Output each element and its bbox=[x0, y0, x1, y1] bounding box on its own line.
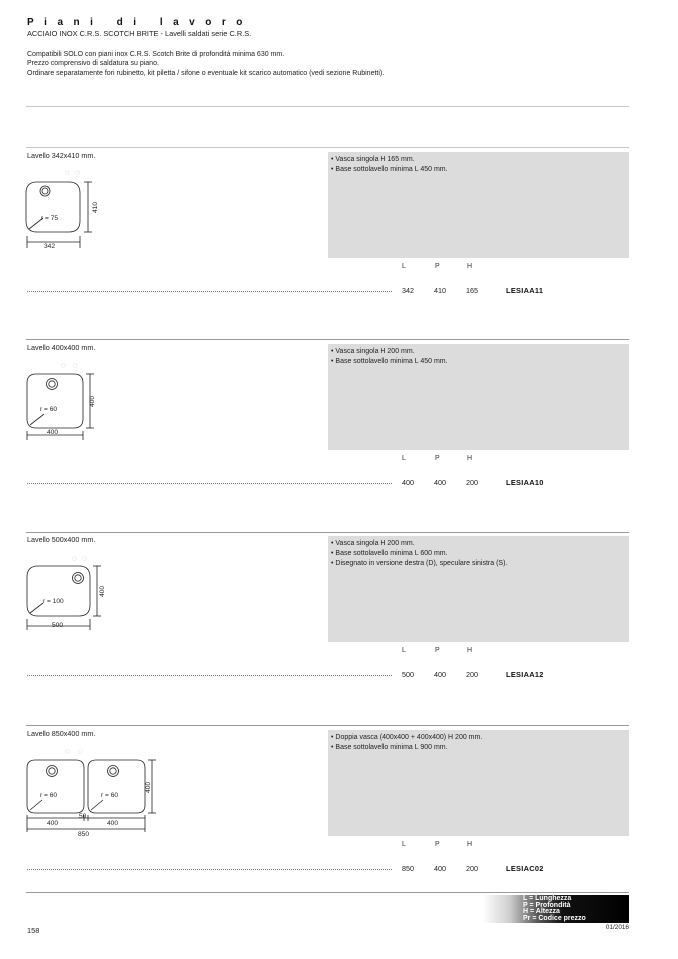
height-dimension: 400 bbox=[99, 585, 106, 597]
legend-item: Pr = Codice prezzo bbox=[523, 914, 586, 922]
gap-dimension: 50 bbox=[79, 813, 87, 820]
height-dimension: 400 bbox=[89, 395, 96, 407]
column-header-p: P bbox=[435, 455, 440, 462]
product-code: LESIAC02 bbox=[506, 864, 544, 873]
footer-divider bbox=[26, 892, 629, 893]
column-header-h: H bbox=[467, 647, 473, 654]
svg-text:◌: ◌ bbox=[65, 747, 70, 756]
dot-leader bbox=[27, 483, 392, 484]
column-header-l: L bbox=[402, 263, 406, 270]
section-title: Lavello 342x410 mm. bbox=[27, 151, 96, 160]
feature-item: • Base sottolavello minima L 600 mm. bbox=[331, 550, 448, 557]
feature-item: • Doppia vasca (400x400 + 400x400) H 200 mm. bbox=[331, 734, 483, 741]
height-dimension: 400 bbox=[145, 781, 152, 793]
width-dimension: 400 bbox=[47, 429, 59, 436]
svg-text:◌: ◌ bbox=[75, 168, 80, 177]
product-code: LESIAA10 bbox=[506, 478, 544, 487]
feature-item: • Base sottolavello minima L 900 mm. bbox=[331, 744, 448, 751]
product-code: LESIAA11 bbox=[506, 286, 544, 295]
value-h: 165 bbox=[466, 286, 478, 295]
features-box bbox=[328, 152, 629, 258]
section-title: Lavello 850x400 mm. bbox=[27, 729, 96, 738]
value-h: 200 bbox=[466, 864, 478, 873]
radius-label-right: r = 60 bbox=[101, 792, 119, 799]
features-box bbox=[328, 536, 629, 642]
column-header-p: P bbox=[435, 647, 440, 654]
features-box bbox=[328, 730, 629, 836]
section-title: Lavello 500x400 mm. bbox=[27, 535, 96, 544]
value-p: 400 bbox=[434, 478, 446, 487]
svg-text:◌: ◌ bbox=[78, 747, 83, 756]
column-header-p: P bbox=[435, 841, 440, 848]
header-divider bbox=[26, 106, 629, 107]
value-l: 400 bbox=[402, 478, 414, 487]
value-l: 500 bbox=[402, 670, 414, 679]
svg-text:◌: ◌ bbox=[82, 554, 87, 563]
feature-item: • Vasca singola H 165 mm. bbox=[331, 156, 415, 163]
section-divider bbox=[26, 147, 629, 148]
value-p: 400 bbox=[434, 864, 446, 873]
column-header-h: H bbox=[467, 455, 473, 462]
page-subtitle: ACCIAIO INOX C.R.S. SCOTCH BRITE - Lavelli saldati serie C.R.S. bbox=[27, 29, 252, 38]
dot-leader bbox=[27, 675, 392, 676]
radius-label: r = 100 bbox=[43, 598, 64, 605]
sink-drawing bbox=[24, 746, 164, 840]
feature-item: • Vasca singola H 200 mm. bbox=[331, 348, 415, 355]
value-p: 400 bbox=[434, 670, 446, 679]
edition-date: 01/2016 bbox=[605, 924, 629, 931]
sink-drawing bbox=[24, 553, 114, 637]
svg-text:◌: ◌ bbox=[65, 168, 70, 177]
dot-leader bbox=[27, 291, 392, 292]
column-header-l: L bbox=[402, 455, 406, 462]
legend-item: P = Profondità bbox=[523, 901, 571, 909]
width-dimension-right: 400 bbox=[107, 820, 119, 827]
svg-text:◌: ◌ bbox=[61, 361, 66, 370]
feature-item: • Disegnato in versione destra (D), speculare sinistra (S). bbox=[331, 560, 508, 567]
width-dimension: 342 bbox=[44, 243, 56, 250]
value-h: 200 bbox=[466, 478, 478, 487]
intro-line: Prezzo comprensivo di saldatura su piano. bbox=[27, 60, 159, 68]
column-header-l: L bbox=[402, 841, 406, 848]
page-number: 158 bbox=[27, 926, 40, 935]
radius-label-left: r = 60 bbox=[40, 792, 58, 799]
intro-text bbox=[27, 50, 384, 78]
column-header-h: H bbox=[467, 263, 473, 270]
section-divider bbox=[26, 725, 629, 726]
value-l: 850 bbox=[402, 864, 414, 873]
sink-drawing bbox=[24, 168, 108, 252]
svg-text:◌: ◌ bbox=[73, 361, 78, 370]
dot-leader bbox=[27, 869, 392, 870]
feature-item: • Vasca singola H 200 mm. bbox=[331, 540, 415, 547]
column-header-l: L bbox=[402, 647, 406, 654]
total-width-dimension: 850 bbox=[78, 831, 90, 838]
column-header-h: H bbox=[467, 841, 473, 848]
section-title: Lavello 400x400 mm. bbox=[27, 343, 96, 352]
legend-box bbox=[483, 895, 629, 923]
feature-item: • Base sottolavello minima L 450 mm. bbox=[331, 358, 448, 365]
section-divider bbox=[26, 532, 629, 533]
feature-item: • Base sottolavello minima L 450 mm. bbox=[331, 166, 448, 173]
intro-line: Compatibili SOLO con piani inox C.R.S. Scotch Brite di profondità minima 630 mm. bbox=[27, 51, 285, 58]
product-code: LESIAA12 bbox=[506, 670, 544, 679]
legend-item: H = Altezza bbox=[523, 908, 560, 916]
legend-item: L = Lunghezza bbox=[523, 895, 572, 902]
column-header-p: P bbox=[435, 263, 440, 270]
height-dimension: 410 bbox=[92, 201, 99, 213]
intro-line: Ordinare separatamente fori rubinetto, kit piletta / sifone o eventuale kit scarico automatico (vedi sezione Rubinetti). bbox=[27, 69, 385, 77]
value-p: 410 bbox=[434, 286, 446, 295]
radius-label: r = 75 bbox=[41, 215, 59, 222]
value-h: 200 bbox=[466, 670, 478, 679]
radius-label: r = 60 bbox=[40, 406, 58, 413]
value-l: 342 bbox=[402, 286, 414, 295]
features-box bbox=[328, 344, 629, 450]
width-dimension-left: 400 bbox=[47, 820, 59, 827]
page-title: Piani di lavoro bbox=[27, 17, 253, 28]
width-dimension: 500 bbox=[52, 622, 64, 629]
section-divider bbox=[26, 339, 629, 340]
svg-text:◌: ◌ bbox=[72, 554, 77, 563]
sink-drawing bbox=[24, 360, 108, 444]
